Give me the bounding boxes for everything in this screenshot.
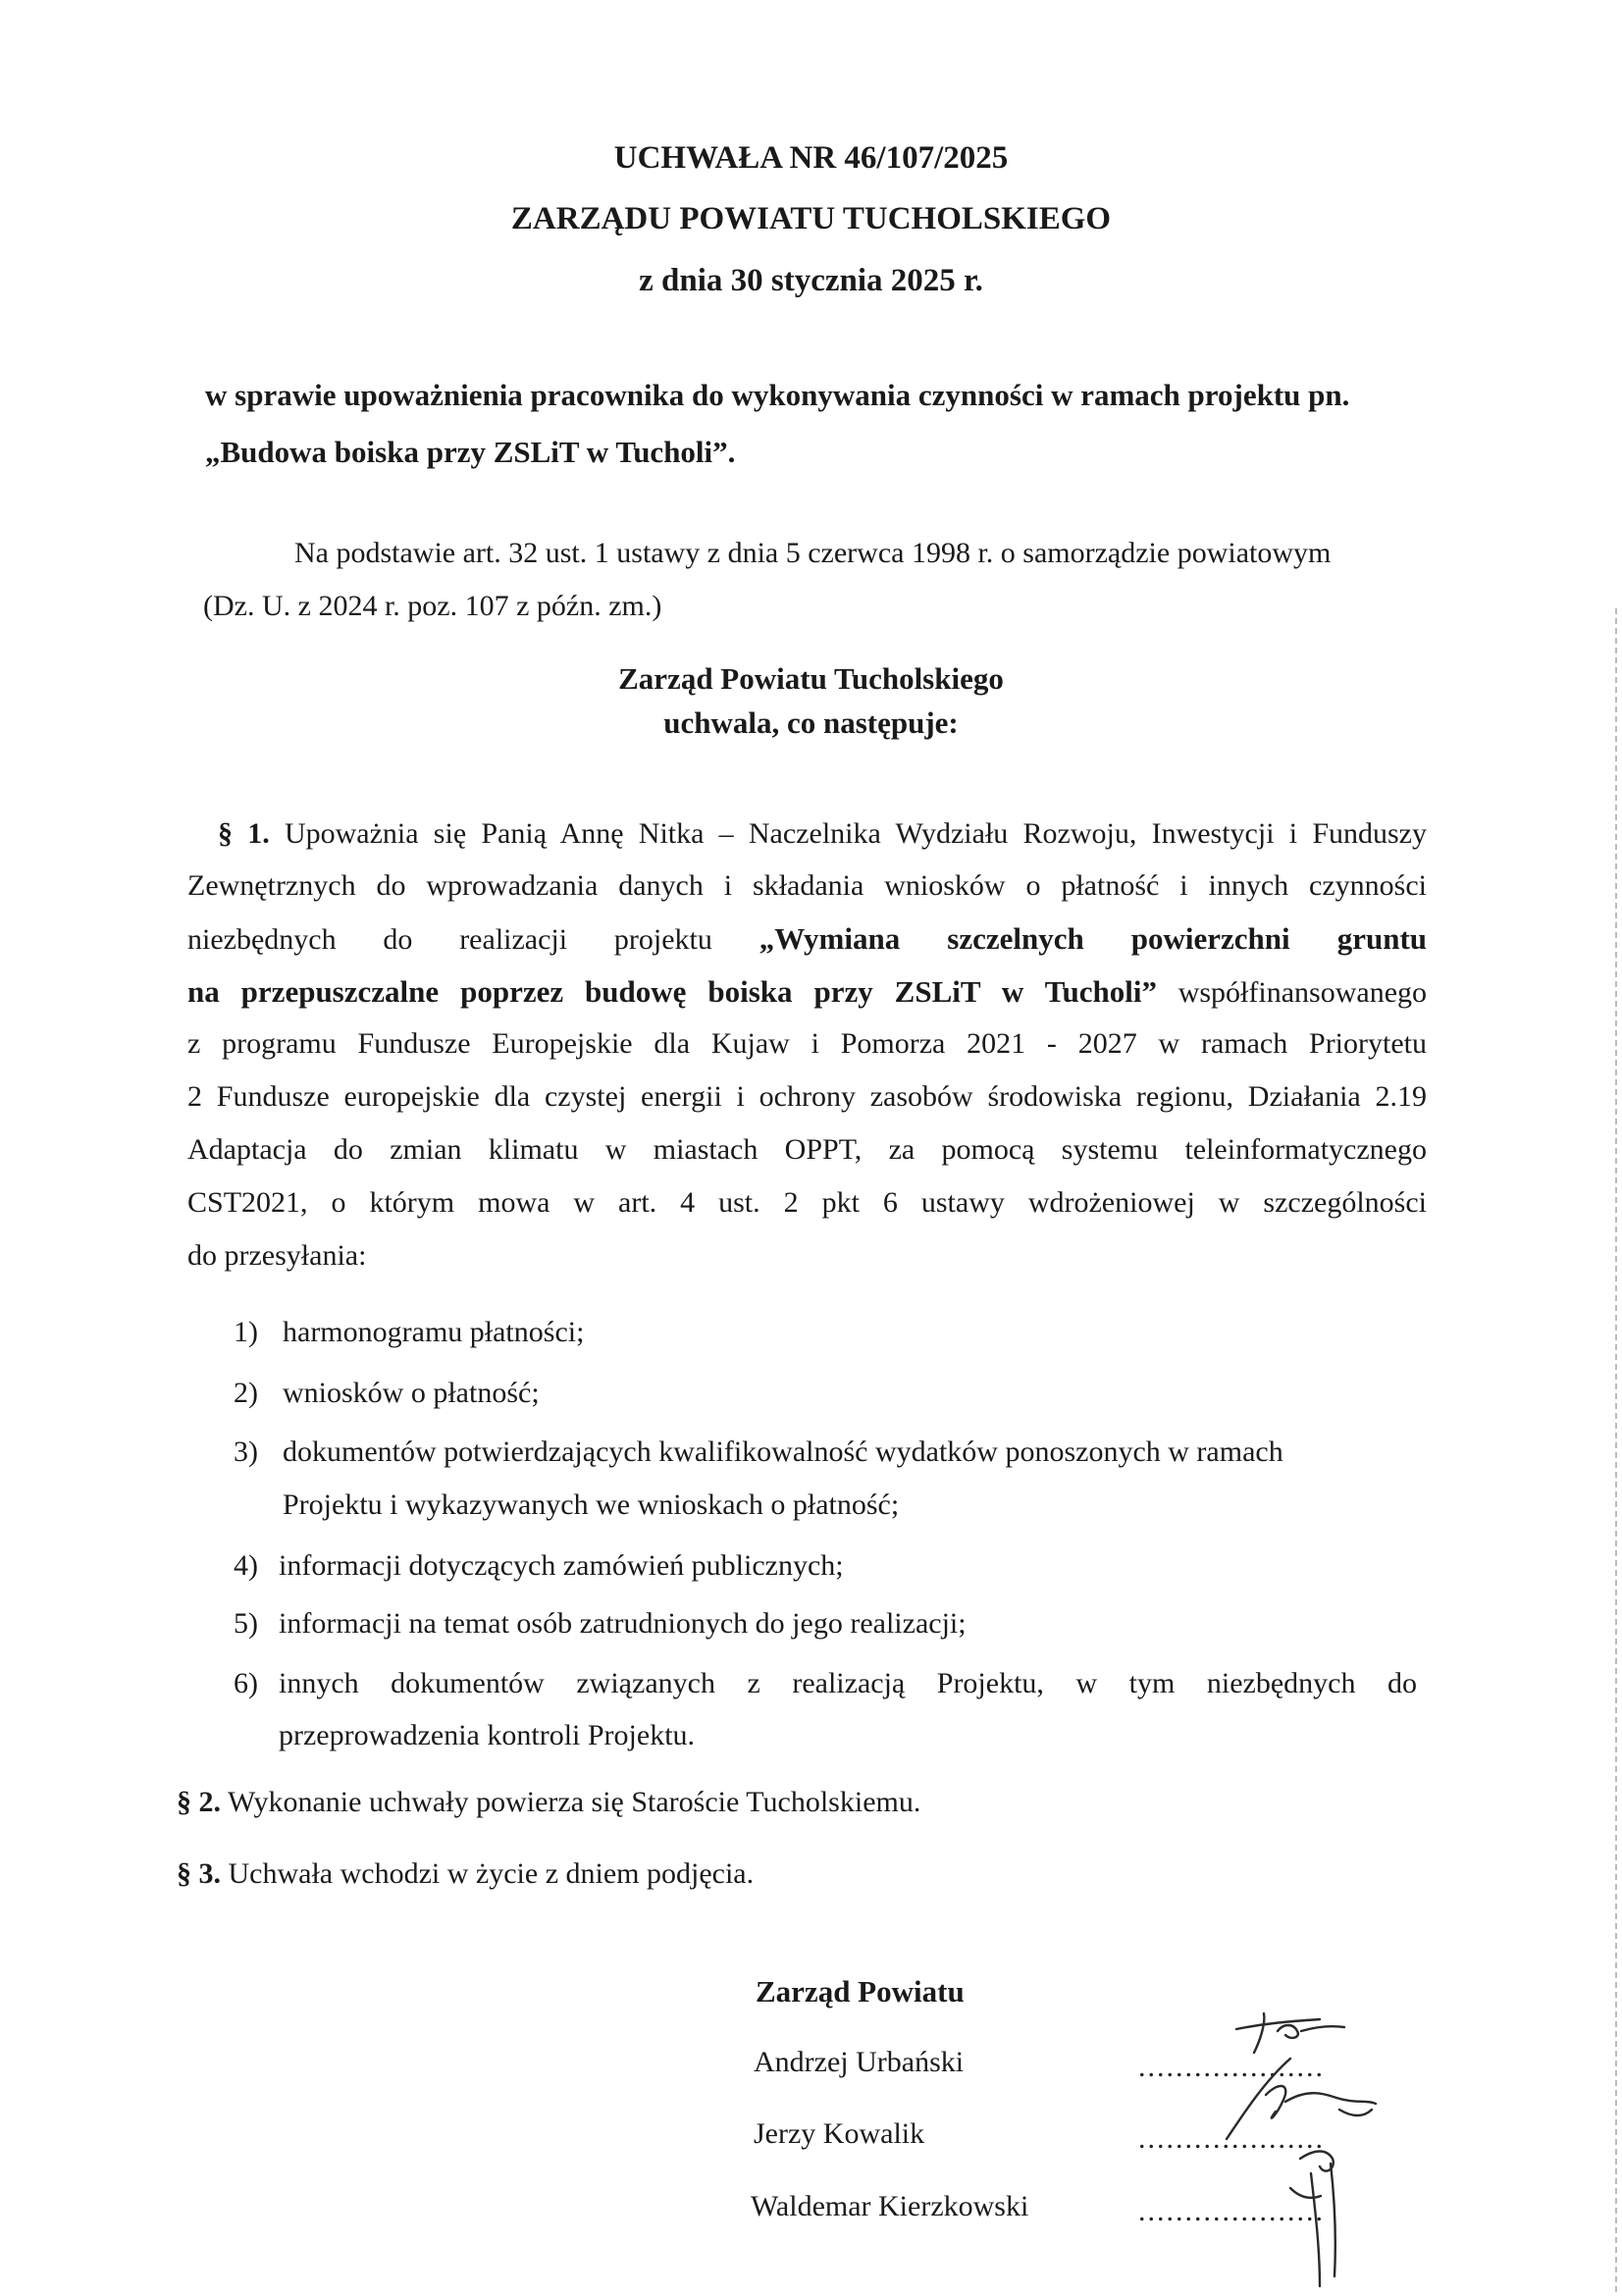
par1-line-4 bbox=[187, 974, 1427, 1010]
signature-line: .................... bbox=[1138, 2122, 1325, 2155]
par1-line-6: 2 Fundusze europejskie dla czystej energii i ochrony zasobów środowiska regionu, Działania 2.19 bbox=[187, 1080, 1427, 1113]
list-item-number: 4) bbox=[234, 1549, 258, 1582]
signature-line: .................... bbox=[1138, 2051, 1325, 2083]
scan-margin-line bbox=[1615, 608, 1617, 2296]
par3-text: Uchwała wchodzi w życie z dniem podjęcia. bbox=[228, 1857, 755, 1890]
legal-basis-line-2: (Dz. U. z 2024 r. poz. 107 z późn. zm.) bbox=[203, 590, 662, 622]
list-item-number: 6) bbox=[234, 1667, 258, 1699]
handwritten-signatures-image bbox=[1119, 2002, 1413, 2295]
list-item-number: 5) bbox=[234, 1607, 258, 1640]
par1-line-9: do przesyłania: bbox=[187, 1239, 367, 1272]
par1-line-2: Zewnętrznych do wprowadzania danych i składania wniosków o płatność i innych czynności bbox=[187, 869, 1427, 902]
project-name-part-2: na przepuszczalne poprzez budowę boiska przy ZSLiT w Tucholi” bbox=[187, 974, 1158, 1009]
par1-label: § 1. bbox=[218, 817, 270, 850]
resolution-number: UCHWAŁA NR 46/107/2025 bbox=[613, 140, 1009, 176]
board-name: Zarząd Powiatu Tucholskiego bbox=[618, 661, 1004, 696]
par1-line-5: z programu Fundusze Europejskie dla Kujaw i Pomorza 2021 - 2027 w ramach Priorytetu bbox=[187, 1027, 1427, 1060]
list-item: informacji na temat osób zatrudnionych do jego realizacji; bbox=[279, 1607, 967, 1640]
list-item: innych dokumentów związanych z realizacją Projektu, w tym niezbędnych do bbox=[279, 1667, 1417, 1699]
project-name-part-1: „Wymiana szczelnych powierzchni gruntu bbox=[759, 921, 1428, 956]
signatory-name: Andrzej Urbański bbox=[754, 2046, 965, 2078]
par1-line-8: CST2021, o którym mowa w art. 4 ust. 2 pkt 6 ustawy wdrożeniowej w szczególności bbox=[187, 1186, 1427, 1219]
list-item: dokumentów potwierdzających kwalifikowalność wydatków ponoszonych w ramach bbox=[283, 1435, 1283, 1468]
legal-basis-line-1: Na podstawie art. 32 ust. 1 ustawy z dnia 5 czerwca 1998 r. o samorządzie powiatowym bbox=[294, 537, 1332, 569]
par1-line4-plain: współfinansowanego bbox=[1177, 976, 1428, 1009]
resolves-text: uchwala, co następuje: bbox=[663, 705, 959, 740]
par1-line-7: Adaptacja do zmian klimatu w miastach OPPT, za pomocą systemu teleinformatycznego bbox=[187, 1133, 1427, 1166]
list-item: harmonogramu płatności; bbox=[283, 1316, 585, 1348]
par2 bbox=[177, 1786, 920, 1819]
subject-line-2: „Budowa boiska przy ZSLiT w Tucholi”. bbox=[205, 435, 736, 469]
signatures-title: Zarząd Powiatu bbox=[756, 1974, 965, 2009]
list-item-number: 1) bbox=[234, 1316, 258, 1348]
resolution-date: z dnia 30 stycznia 2025 r. bbox=[639, 263, 983, 298]
signatory-name: Jerzy Kowalik bbox=[754, 2117, 925, 2150]
signatory-name: Waldemar Kierzkowski bbox=[751, 2190, 1029, 2222]
par3-label: § 3. bbox=[177, 1857, 221, 1890]
list-item-continuation: przeprowadzenia kontroli Projektu. bbox=[279, 1719, 696, 1751]
list-item-number: 3) bbox=[234, 1435, 258, 1468]
signature-line: .................... bbox=[1138, 2195, 1325, 2227]
list-item: wniosków o płatność; bbox=[283, 1377, 540, 1409]
list-item: informacji dotyczących zamówień publicznych; bbox=[279, 1549, 844, 1582]
par2-text: Wykonanie uchwały powierza się Staroście Tucholskiemu. bbox=[227, 1786, 921, 1818]
par1-line-1 bbox=[218, 817, 1427, 851]
subject-line-1: w sprawie upoważnienia pracownika do wykonywania czynności w ramach projektu pn. bbox=[205, 378, 1350, 412]
par1-line-3 bbox=[187, 921, 1427, 957]
par1-line1-text: Upoważnia się Panią Annę Nitka – Naczelnika Wydziału Rozwoju, Inwestycji i Funduszy bbox=[284, 817, 1428, 850]
par3 bbox=[177, 1857, 754, 1891]
list-item-continuation: Projektu i wykazywanych we wnioskach o płatność; bbox=[283, 1488, 900, 1521]
list-item-number: 2) bbox=[234, 1377, 258, 1409]
par1-line3-plain: niezbędnych do realizacji projektu bbox=[187, 923, 712, 956]
par2-label: § 2. bbox=[177, 1786, 221, 1818]
issuing-body: ZARZĄDU POWIATU TUCHOLSKIEGO bbox=[510, 201, 1112, 236]
